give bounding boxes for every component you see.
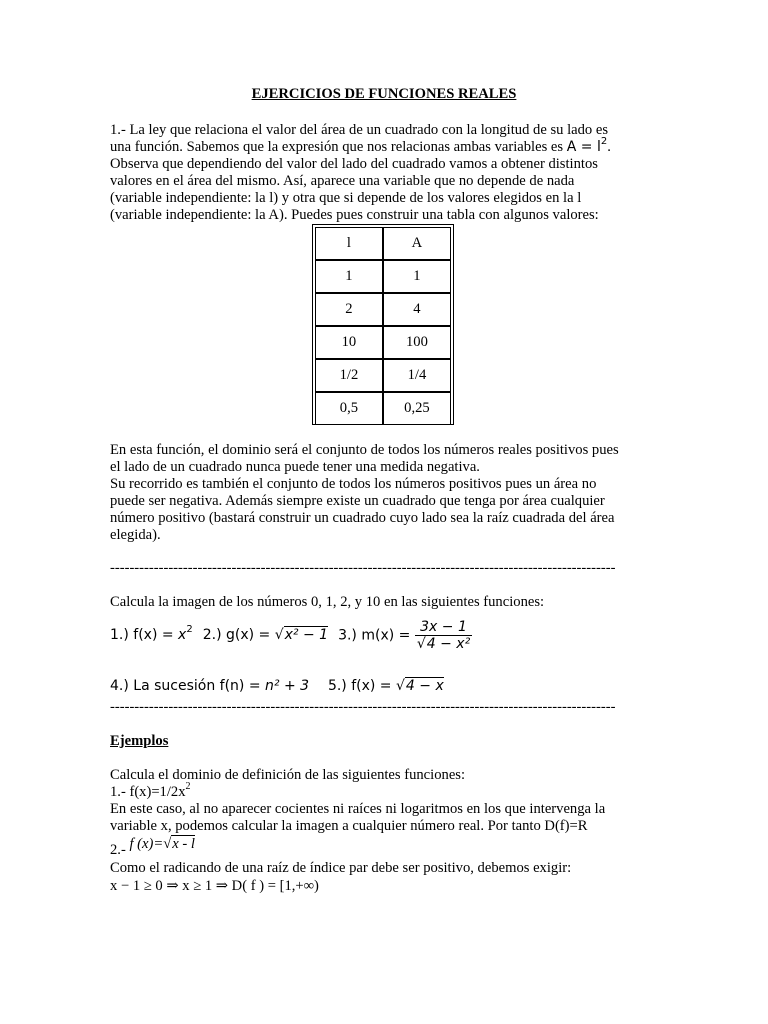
formula-3-numerator: 3x − 1: [420, 618, 467, 635]
formula-5-label: 5.) f(x) =: [327, 678, 392, 694]
formula-4-expr: n² + 3: [265, 678, 310, 694]
formula-area-lhs: A: [566, 139, 577, 155]
example-1-explanation-1: En este caso, al no aparecer cocientes ni raíces ni logaritmos en los que intervenga la: [110, 801, 606, 817]
formula-3-label: 3.) m(x) =: [338, 627, 411, 643]
table-row: [316, 260, 451, 293]
paragraph-1-line-4: valores en el área del mismo. Así, aparece una variable que no depende de nada: [110, 173, 575, 189]
table-cell: 1: [383, 260, 451, 293]
page-title: EJERCICIOS DE FUNCIONES REALES: [251, 86, 517, 102]
paragraph-2-line-4: puede ser negativa. Además siempre existe un cuadrado que tenga por área cualquier: [110, 493, 605, 509]
formula-area-exponent: 2: [600, 136, 608, 148]
formula-3-fraction: [415, 619, 472, 652]
formula-4-label: 4.) La sucesión f(n) =: [110, 678, 261, 694]
formula-3: [338, 619, 472, 652]
paragraph-1-line-2-text: una función. Sabemos que la expresión que nos relacionas ambas variables es: [110, 139, 564, 155]
paragraph-2-line-5: número positivo (bastará construir un cuadrado cuyo lado sea la raíz cuadrada del área: [110, 510, 615, 526]
example-2: 2.- f (x)=√x - l: [110, 836, 195, 858]
formula-1-expr: x: [178, 627, 187, 643]
formula-3-denominator: √4 − x²: [416, 635, 471, 652]
paragraph-1-line-1: 1.- La ley que relaciona el valor del área de un cuadrado con la longitud de su lado es: [110, 122, 609, 138]
formula-3-denominator-radicand: 4 − x²: [426, 635, 471, 652]
values-table: [312, 224, 454, 425]
examples-heading: Ejemplos: [110, 733, 169, 749]
formula-1-exponent: 2: [186, 624, 193, 636]
example-2-lhs: f (x)=: [129, 836, 164, 852]
paragraph-1-line-6: (variable independiente: la A). Puedes pues construir una tabla con algunos valores:: [110, 207, 599, 223]
table-cell: 1/2: [316, 359, 383, 392]
example-2-label: 2.-: [110, 842, 126, 858]
table-row: [316, 228, 451, 261]
paragraph-1-line-5: (variable independiente: la l) y otra que si depende de los valores elegidos en la l: [110, 190, 582, 206]
formula-2-radicand: x² − 1: [284, 627, 329, 643]
example-1: [110, 781, 191, 801]
formula-2: 2.) g(x) = √x² − 1: [202, 627, 329, 643]
table-cell: 0,5: [316, 392, 383, 425]
formula-area-rhs: l: [596, 139, 601, 155]
table-cell: 1: [316, 260, 383, 293]
formula-2-label: 2.) g(x) =: [202, 627, 271, 643]
paragraph-2-line-2: el lado de un cuadrado nunca puede tener una medida negativa.: [110, 459, 480, 475]
table-header-l: l: [316, 228, 383, 261]
paragraph-2-line-1: En esta función, el dominio será el conjunto de todos los números reales positivos pues: [110, 442, 619, 458]
table-cell: 100: [383, 326, 451, 359]
table-cell: 0,25: [383, 392, 451, 425]
table-row: [316, 359, 451, 392]
example-1-explanation-2: variable x, podemos calcular la imagen a cualquier número real. Por tanto D(f)=R: [110, 818, 588, 834]
formula-4: [110, 678, 309, 694]
table-row: [316, 392, 451, 425]
table-row: [316, 293, 451, 326]
paragraph-1-line-3: Observa que dependiendo del valor del lado del cuadrado vamos a obtener distintos: [110, 156, 598, 172]
exercise-prompt: Calcula la imagen de los números 0, 1, 2, y 10 en las siguientes funciones:: [110, 594, 545, 610]
formula-5: 5.) f(x) = √4 − x: [327, 678, 444, 694]
paragraph-2-line-3: Su recorrido es también el conjunto de todos los números positivos pues un área no: [110, 476, 597, 492]
formula-row-2: [110, 678, 444, 694]
example-2-explanation: Como el radicando de una raíz de índice par debe ser positivo, debemos exigir:: [110, 860, 572, 876]
examples-intro: Calcula el dominio de definición de las siguientes funciones:: [110, 767, 466, 783]
separator-2: --------------------------------------------------------------------------------------------------------: [110, 699, 616, 715]
table-cell: 1/4: [383, 359, 451, 392]
table-row: [316, 326, 451, 359]
formula-row-1: [110, 616, 472, 654]
table-cell: 2: [316, 293, 383, 326]
example-1-exponent: 2: [185, 781, 191, 793]
table-cell: 4: [383, 293, 451, 326]
example-1-text: 1.- f(x)=1/2x: [110, 784, 186, 800]
formula-area: $A = l^2$: [566, 136, 608, 155]
example-2-derivation: x − 1 ≥ 0 ⇒ x ≥ 1 ⇒ D( f ) = [1,+∞): [110, 878, 319, 894]
paragraph-2-line-6: elegida).: [110, 527, 161, 543]
example-2-radicand: x - l: [172, 836, 195, 852]
table-cell: 10: [316, 326, 383, 359]
formula-5-radicand: 4 − x: [405, 678, 444, 694]
formula-1: [110, 624, 193, 643]
separator-1: --------------------------------------------------------------------------------------------------------: [110, 560, 616, 576]
table-header-a: A: [383, 228, 451, 261]
paragraph-1-line-2: una función. Sabemos que la expresión que nos relacionas ambas variables es $A = l^2$.: [110, 136, 611, 155]
formula-1-label: 1.) f(x) =: [110, 627, 174, 643]
